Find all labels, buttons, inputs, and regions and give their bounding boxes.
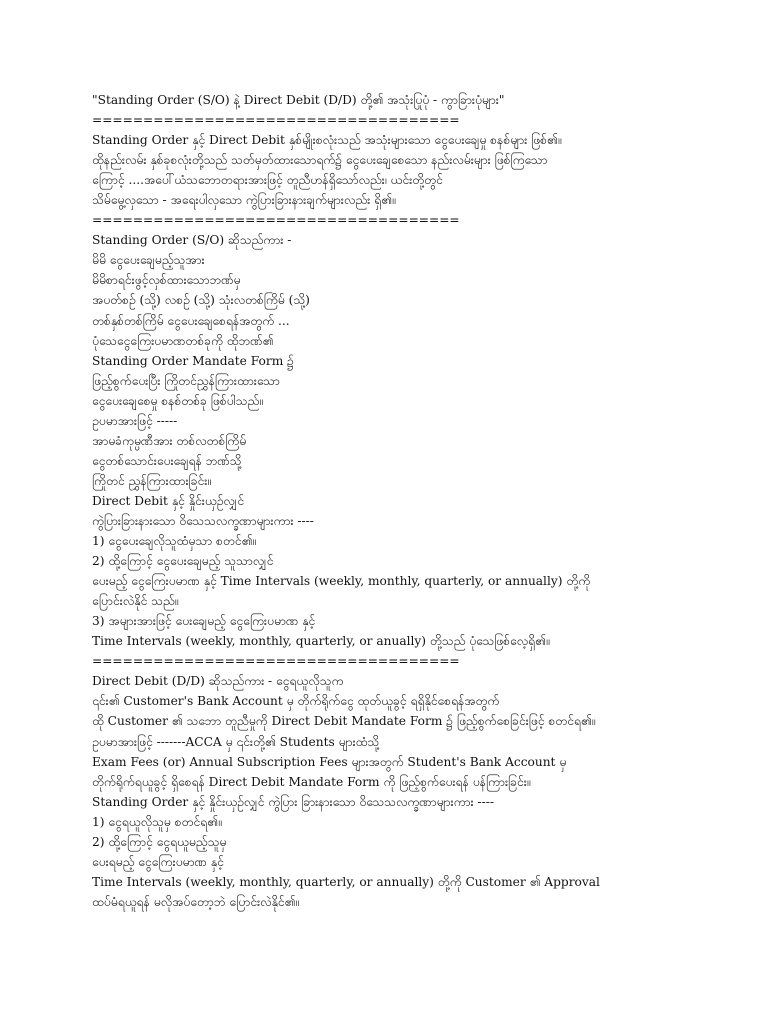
text-line: ထပ်မံရယူရန် မလိုအပ်တော့ဘဲ ပြောင်းလဲနိုင်၏။ (92, 894, 300, 909)
text-line: 1) ငွေရယူလိုသူမှ စတင်ရ၏။ (92, 814, 222, 829)
text-line: Time Intervals (weekly, monthly, quarterly, or anually) တို့သည် ပုံသေဖြစ်လေ့ရှိ၏။ (92, 634, 550, 649)
text-line: ကြောင့် ....အပေါ်ယံသဘောတရားအားဖြင့် တူညီဟန်ရှိသော်လည်း၊ ယင်းတို့တွင် (92, 173, 443, 188)
document-body (92, 90, 742, 912)
text-line: အပတ်စဉ် (သို့) လစဉ် (သို့) သုံးလတစ်ကြိမ် (သို့) (92, 293, 310, 308)
text-line: သိမ်မွေ့လှသော - အရေးပါလှသော ကွဲပြားခြားနားချက်များလည်း ရှိ၏။ (92, 193, 396, 208)
text-line: ဥပမာအားဖြင့် ----- (92, 413, 178, 428)
text-line: အာမခံကုမ္ပဏီအား တစ်လတစ်ကြိမ် (92, 433, 247, 448)
text-line: ငွေတစ်သောင်းပေးချေရန် ဘဏ်သို့ (92, 453, 242, 468)
text-line: ပေးမည့် ငွေကြေးပမာဏ နှင့် Time Intervals (weekly, monthly, quarterly, or annually) တို့ကို (92, 574, 591, 589)
text-line: Standing Order နှင့် နှိုင်းယှဉ်လျှင် ကွဲပြား ခြားနားသော ဝိသေသလက္ခဏာများကား ---- (92, 794, 494, 809)
text-line: ကွဲပြားခြားနားသော ဝိသေသလက္ခဏာများကား ---- (92, 513, 314, 528)
text-line: ဖြည့်စွက်ပေးပြီး ကြိုတင်ညွှန်ကြားထားသော (92, 373, 280, 388)
text-line: ငွေပေးချေစေမှု စနစ်တစ်ခု ဖြစ်ပါသည်။ (92, 393, 263, 408)
text-line: တိုက်ရိုက်ရယူခွင့် ရှိစေရန် Direct Debit Mandate Form ကို ဖြည့်စွက်ပေးရန် ပန်ကြားခြင်း။ (92, 774, 531, 789)
text-line: Standing Order Mandate Form ၌ (92, 353, 294, 368)
text-line: 2) ထို့ကြောင့် ငွေရယူမည့်သူမှ (92, 834, 227, 849)
separator-line: ==================================== (92, 213, 460, 228)
text-line: မိမိစာရင်းဖွင့်လှစ်ထားသောဘဏ်မှ (92, 273, 241, 288)
text-line: Time Intervals (weekly, monthly, quarterly, or annually) တို့ကို Customer ၏ Approval (92, 874, 600, 889)
text-line: Direct Debit (D/D) ဆိုသည်ကား - ငွေရယူလိုသူက (92, 674, 344, 689)
text-line: ကြိုတင် ညွှန်ကြားထားခြင်း။ (92, 473, 211, 488)
text-line: Standing Order နှင့် Direct Debit နှစ်မျိုးစလုံးသည် အသုံးများသော ငွေပေးချေမှု စနစ်များ ဖြစ်၏။ (92, 133, 562, 148)
text-line: 2) ထို့ကြောင့် ငွေပေးချေမည့် သူသာလျှင် (92, 554, 274, 569)
separator-line: ==================================== (92, 113, 460, 128)
separator-line: ==================================== (92, 654, 460, 669)
text-line: ထိုနည်းလမ်း နှစ်ခုစလုံးတို့သည် သတ်မှတ်ထားသောရက်၌ ငွေပေးချေစေသော နည်းလမ်းများ ဖြစ်ကြသော (92, 153, 548, 168)
text-line: မိမိ ငွေပေးချေမည့်သူအား (92, 253, 205, 268)
text-line: 3) အများအားဖြင့် ပေးချေမည့် ငွေကြေးပမာဏ နှင့် (92, 614, 316, 629)
text-line: ၎င်း၏ Customer's Bank Account မှ တိုက်ရိုက်ငွေ ထုတ်ယူခွင့် ရရှိနိုင်စေရန်အတွက် (92, 694, 500, 709)
text-line: ဥပမာအားဖြင့် -------ACCA မှ ၎င်းတို့၏ Students များထံသို့ (92, 734, 380, 749)
text-line: ပေးရမည့် ငွေကြေးပမာဏ နှင့် (92, 854, 224, 869)
text-line: ပြောင်းလဲနိုင် သည်။ (92, 594, 179, 609)
text-line: Exam Fees (or) Annual Subscription Fees များအတွက် Student's Bank Account မှ (92, 754, 567, 769)
text-line: Direct Debit နှင့် နှိုင်းယှဉ်လျှင် (92, 493, 245, 508)
text-line: 1) ငွေပေးချေလိုသူထံမှသာ စတင်၏။ (92, 534, 256, 549)
text-line: တစ်နှစ်တစ်ကြိမ် ငွေပေးချေစေရန်အတွက် ... (92, 313, 290, 328)
text-line: "Standing Order (S/O) နဲ့ Direct Debit (D/D) တို့၏ အသုံးပြုပုံ - ကွာခြားပုံများ" (92, 93, 505, 107)
text-line: ထို Customer ၏ သဘော တူညီမှုကို Direct Debit Mandate Form ၌ ဖြည့်စွက်စေခြင်းဖြင့် စတင်ရ၏။ (92, 714, 596, 729)
text-line: Standing Order (S/O) ဆိုသည်ကား - (92, 233, 292, 248)
text-line: ပုံသေငွေကြေးပမာဏတစ်ခုကို ထိုဘဏ်၏ (92, 333, 274, 348)
